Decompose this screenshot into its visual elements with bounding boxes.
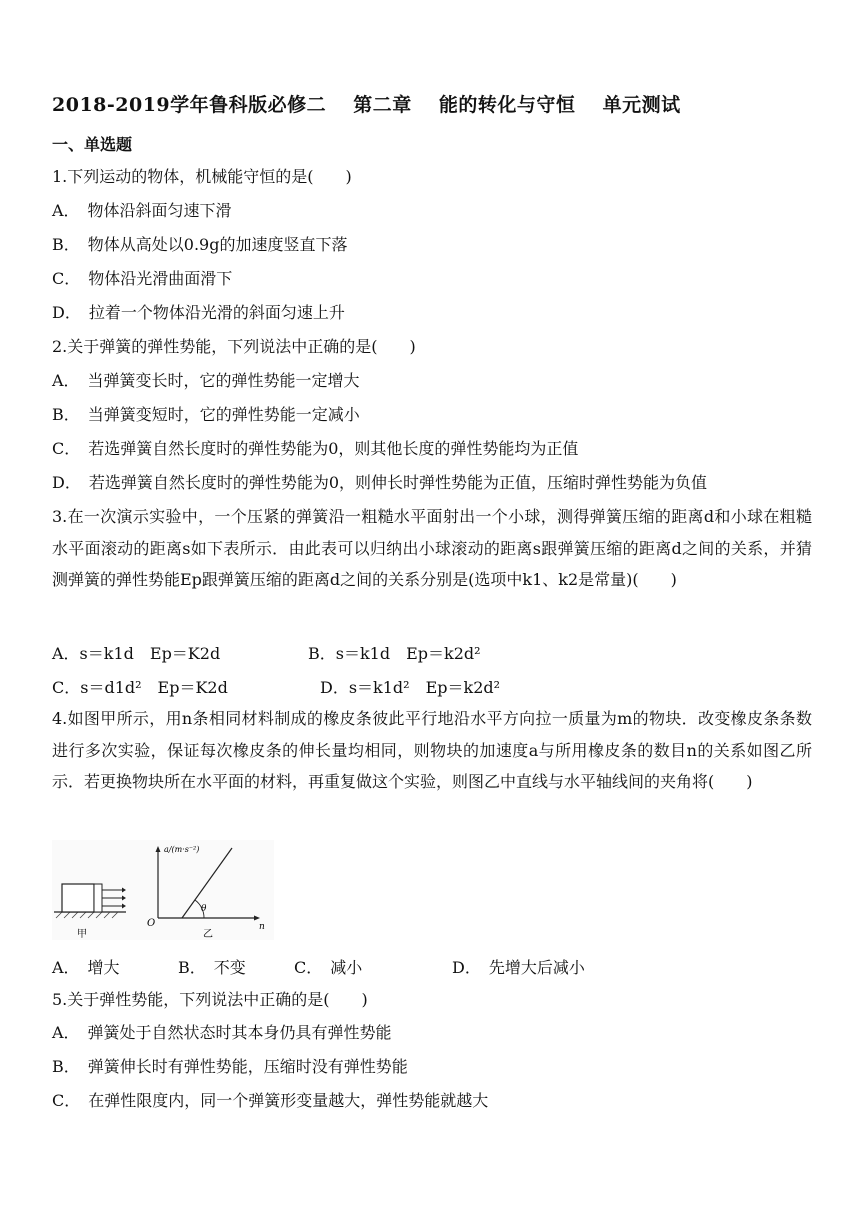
question-2-stem: 2.关于弹簧的弹性势能，下列说法中正确的是( ) <box>52 337 416 356</box>
title-part: 2018-2019学年鲁科版必修二 <box>52 94 327 116</box>
title-part: 单元测试 <box>602 94 681 116</box>
question-1-option-d: D． 拉着一个物体沿光滑的斜面匀速上升 <box>52 303 345 322</box>
question-3-option-a: A．s＝k1d Ep＝K2d <box>52 644 221 663</box>
question-5-stem: 5.关于弹性势能，下列说法中正确的是( ) <box>52 990 368 1009</box>
question-2-option-b: B． 当弹簧变短时，它的弹性势能一定减小 <box>52 405 360 424</box>
question-2-option-d: D． 若选弹簧自然长度时的弹性势能为0，则伸长时弹性势能为正值，压缩时弹性势能为负值 <box>52 473 708 492</box>
angle-label: θ <box>201 904 207 914</box>
y-axis-label: a/(m·s⁻²) <box>164 845 200 854</box>
question-4-option-d: D． 先增大后减小 <box>452 958 585 977</box>
question-3-option-c: C．s＝d1d² Ep＝K2d <box>52 678 228 697</box>
question-4-options-row <box>52 955 772 977</box>
title-part: 第二章 <box>353 94 412 116</box>
question-1-option-c: C． 物体沿光滑曲面滑下 <box>52 269 233 288</box>
question-4-figure <box>52 840 274 940</box>
title-part: 能的转化与守恒 <box>438 94 576 116</box>
x-axis-label: n <box>259 922 265 932</box>
question-1-option-b: B． 物体从高处以0.9g的加速度竖直下落 <box>52 235 348 254</box>
block-rect <box>62 884 94 912</box>
question-3-option-b: B．s＝k1d Ep＝k2d² <box>308 644 481 663</box>
question-4-stem: 4.如图甲所示，用n条相同材料制成的橡皮条彼此平行地沿水平方向拉一质量为m的物块．改变橡皮条条数进行多次实验，保证每次橡皮条的伸长量均相同，则物块的加速度a与所用橡皮条的数目n的关系如图乙所示．若更换物块所在水平面的材料，再重复做这个实验，则图乙中直线与水平轴线间的夹角将( ) <box>52 709 812 791</box>
question-2-option-c: C． 若选弹簧自然长度时的弹性势能为0，则其他长度的弹性势能均为正值 <box>52 439 579 458</box>
question-4-option-c: C． 减小 <box>294 958 363 977</box>
question-5-option-b: B． 弹簧伸长时有弹性势能，压缩时没有弹性势能 <box>52 1057 408 1076</box>
band-clamp <box>94 884 102 912</box>
question-4-option-b: B． 不变 <box>178 958 246 977</box>
question-5-option-c: C． 在弹性限度内，同一个弹簧形变量越大，弹性势能就越大 <box>52 1091 489 1110</box>
page-title <box>52 90 701 117</box>
question-3-option-d: D．s＝k1d² Ep＝k2d² <box>320 678 501 697</box>
figure-caption-right: 乙 <box>203 929 213 940</box>
question-1-option-a: A． 物体沿斜面匀速下滑 <box>52 201 232 220</box>
question-5-option-a: A． 弹簧处于自然状态时其本身仍具有弹性势能 <box>52 1023 392 1042</box>
section-heading: 一、单选题 <box>52 135 133 154</box>
question-1-stem: 1.下列运动的物体，机械能守恒的是( ) <box>52 167 352 186</box>
question-3-stem: 3.在一次演示实验中，一个压紧的弹簧沿一粗糙水平面射出一个小球，测得弹簧压缩的距离d和小球在粗糙水平面滚动的距离s如下表所示．由此表可以归纳出小球滚动的距离s跟弹簧压缩的距离d之间的关系，并猜测弹簧的弹性势能Ep跟弹簧压缩的距离d之间的关系分别是(选项中k1、k2是常量)( ) <box>52 507 812 589</box>
origin-label: O <box>147 918 156 929</box>
question-4-option-a: A． 增大 <box>52 958 120 977</box>
figure-caption-left: 甲 <box>77 929 87 940</box>
question-2-option-a: A． 当弹簧变长时，它的弹性势能一定增大 <box>52 371 360 390</box>
